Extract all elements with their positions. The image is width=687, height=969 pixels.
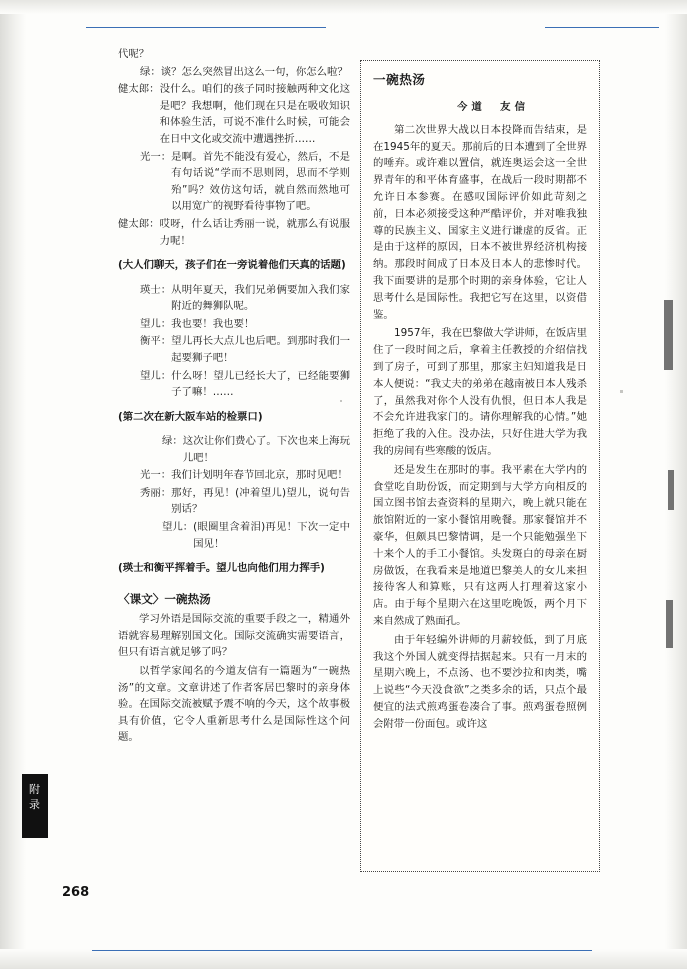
stage-direction: (第二次在新大阪车站的检票口) [118, 410, 263, 423]
dialogue-line [118, 485, 350, 518]
paragraph: 由于年轻编外讲师的月薪较低，到了月底我这个外国人就变得拮据起来。只有一月末的星期六晚上，不点汤、也不要沙拉和肉类，嘴上说些“今天没食欲”之类多余的话，只点个最便宜的法式煎鸡蛋卷凑合了事。煎鸡蛋卷照例会附带一份面包。或许这 [373, 633, 587, 730]
dialogue-line [118, 316, 350, 333]
dialogue-speaker: 衡平： [140, 335, 172, 348]
dialogue-line [118, 81, 350, 147]
dialogue-speaker: 绿： [162, 435, 183, 448]
section-paragraphs [118, 611, 350, 746]
article-author: 今道 友信 [457, 101, 529, 113]
dialogue-text: 什么呀！望儿已经长大了，已经能要狮子了嘛！…… [171, 369, 350, 399]
dialogue-list [118, 46, 350, 577]
dialogue-text: 哎呀，什么话让秀丽一说，就那么有说服力呢！ [159, 217, 350, 247]
dialogue-line [118, 64, 350, 81]
paragraph: 学习外语是国际交流的重要手段之一，精通外语就容易理解别国文化。国际交流确实需要语言，但只有语言就足够了吗？ [118, 613, 350, 659]
section-heading: 〈课文〉一碗热汤 [118, 591, 211, 606]
dialogue-line [118, 368, 350, 401]
dialogue-text: 没什么。咱们的孩子同时接触两种文化这是吧？我想啊，他们现在只是在吸收知识和体验生活，可说不准什么时候，可能会在日中文化或交流中遭遇挫折…… [159, 83, 350, 145]
dialogue-text: 那好，再见！(冲着望儿)望儿，说句告别话？ [171, 486, 350, 516]
page-number: 268 [62, 885, 90, 900]
dialogue-speaker: 光一： [140, 469, 172, 482]
dialogue-line [118, 216, 350, 249]
scan-artifact [664, 300, 673, 370]
dialogue-speaker: 瑛士： [140, 283, 172, 296]
paragraph: 还是发生在那时的事。我平素在大学内的食堂吃自助份饭，而定期到与大学方向相反的国立图书馆去查资料的星期六，晚上就只能在旅馆附近的一家小餐馆用晚餐。那家餐馆并不豪华，但颇具巴黎情调，是一个只能勉强坐下十来个人的手工小餐馆。头发斑白的母亲在厨房做饭，在我看来是地道巴黎美人的女儿来担接待客人和算账，只有这两人打理着这家小店。由于每个星期六在这里吃晚饭，两个月下来自然成了熟面孔。 [373, 463, 587, 627]
paragraph: 1957年，我在巴黎做大学讲师，在饭店里住了一段时间之后，拿着主任教授的介绍信找到了房子，可到了那里，那家主妇知道我是日本人便说：“我丈夫的弟弟在越南被日本人残杀了，虽然我对你个人没有仇恨，但日本人我是不会允许进我家门的。请你理解我的心情。”她拒绝了我的入住。没办法，只好住进大学为我我的房间有些寒酸的饭店。 [373, 327, 587, 457]
dialogue-line [118, 519, 350, 552]
dialogue-speaker: 光一： [140, 150, 172, 163]
left-text-column [118, 46, 350, 748]
scan-artifact [668, 470, 674, 510]
dialogue-text: (眼圈里含着泪)再见！下次一定中国见！ [193, 521, 350, 550]
text-line: 代呢？ [118, 48, 150, 60]
paragraph: 以哲学家闻名的今道友信有一篇题为“一碗热汤”的文章。文章讲述了作者客居巴黎时的亲身体验。在国际交流被赋予震不响的今天，这个故事极具有价值，它令人重新思考什么是国际性这个问题。 [118, 665, 350, 744]
dialogue-text: 这次让你们费心了。下次也来上海玩儿吧！ [182, 435, 350, 464]
dialogue-speaker: 绿： [140, 65, 161, 78]
dialogue-line [118, 433, 350, 466]
side-tab-char-2: 录 [29, 798, 41, 811]
header-rule-left [86, 27, 326, 28]
paragraph: 第二次世界大战以日本投降而告结束，是在1945年的夏天。那前后的日本遭到了全世界的唾弃。或许难以置信，就连奥运会这一全世界青年的和平体育盛事，在战后一段时期都不允许日本参赛。在感叹国际评价如此苛刻之前，日本必须接受这种严酷评价，并对唯我独尊的民族主义、国家主义进行谦虚的反省。正是由于这样的原因，日本不被世界经济机构接纳。那段时间成了日本及日本人的悲惨时代。我下面要讲的是那个时期的亲身体验，它让人思考什么是国际性。我把它写在这里，以资借鉴。 [373, 123, 587, 321]
dialogue-text: 是啊。首先不能没有爱心，然后，不是有句话说“学而不思则罔，思而不学则殆”吗？效仿这句话，就自然而然地可以用宽广的视野看待事物了吧。 [171, 150, 350, 213]
dialogue-speaker: 健太郎： [118, 217, 160, 230]
scan-artifact [666, 600, 673, 648]
dialogue-line [118, 467, 350, 484]
dialogue-text: 我们计划明年春节回北京，那时见吧！ [171, 469, 348, 482]
scan-artifact [620, 390, 623, 393]
dialogue-text: 我也要！我也要！ [171, 317, 255, 330]
dialogue-text: 谈？怎么突然冒出这么一句，你怎么啦？ [160, 65, 348, 78]
footer-rule [92, 950, 592, 951]
dialogue-speaker: 望儿： [140, 369, 172, 382]
dialogue-text: 从明年夏天，我们兄弟俩要加入我们家附近的舞狮队呢。 [171, 283, 350, 313]
dialogue-speaker: 望儿： [140, 317, 172, 330]
sidebar-article-box [360, 60, 600, 872]
dialogue-line [118, 149, 350, 215]
dialogue-text: 望儿再长大点儿也后吧。到那时我们一起要狮子吧！ [171, 335, 350, 364]
dialogue-speaker: 望儿： [162, 521, 194, 534]
side-tab-char-1: 附 [29, 783, 41, 796]
page-edge-shadow-bottom [0, 949, 687, 969]
stage-direction: (大人们聊天，孩子们在一旁说着他们天真的话题) [118, 259, 346, 272]
dialogue-speaker: 健太郎： [118, 83, 160, 96]
page-edge-shadow-top [0, 0, 687, 14]
dialogue-line [118, 333, 350, 366]
dialogue-speaker: 秀丽： [140, 486, 172, 499]
stage-direction: (瑛士和衡平挥着手。望儿也向他们用力挥手) [118, 562, 325, 575]
article-body [373, 122, 587, 733]
article-title: 一碗热汤 [373, 72, 426, 87]
header-rule-right [545, 27, 659, 28]
dialogue-line [118, 282, 350, 315]
appendix-side-tab [22, 774, 48, 838]
